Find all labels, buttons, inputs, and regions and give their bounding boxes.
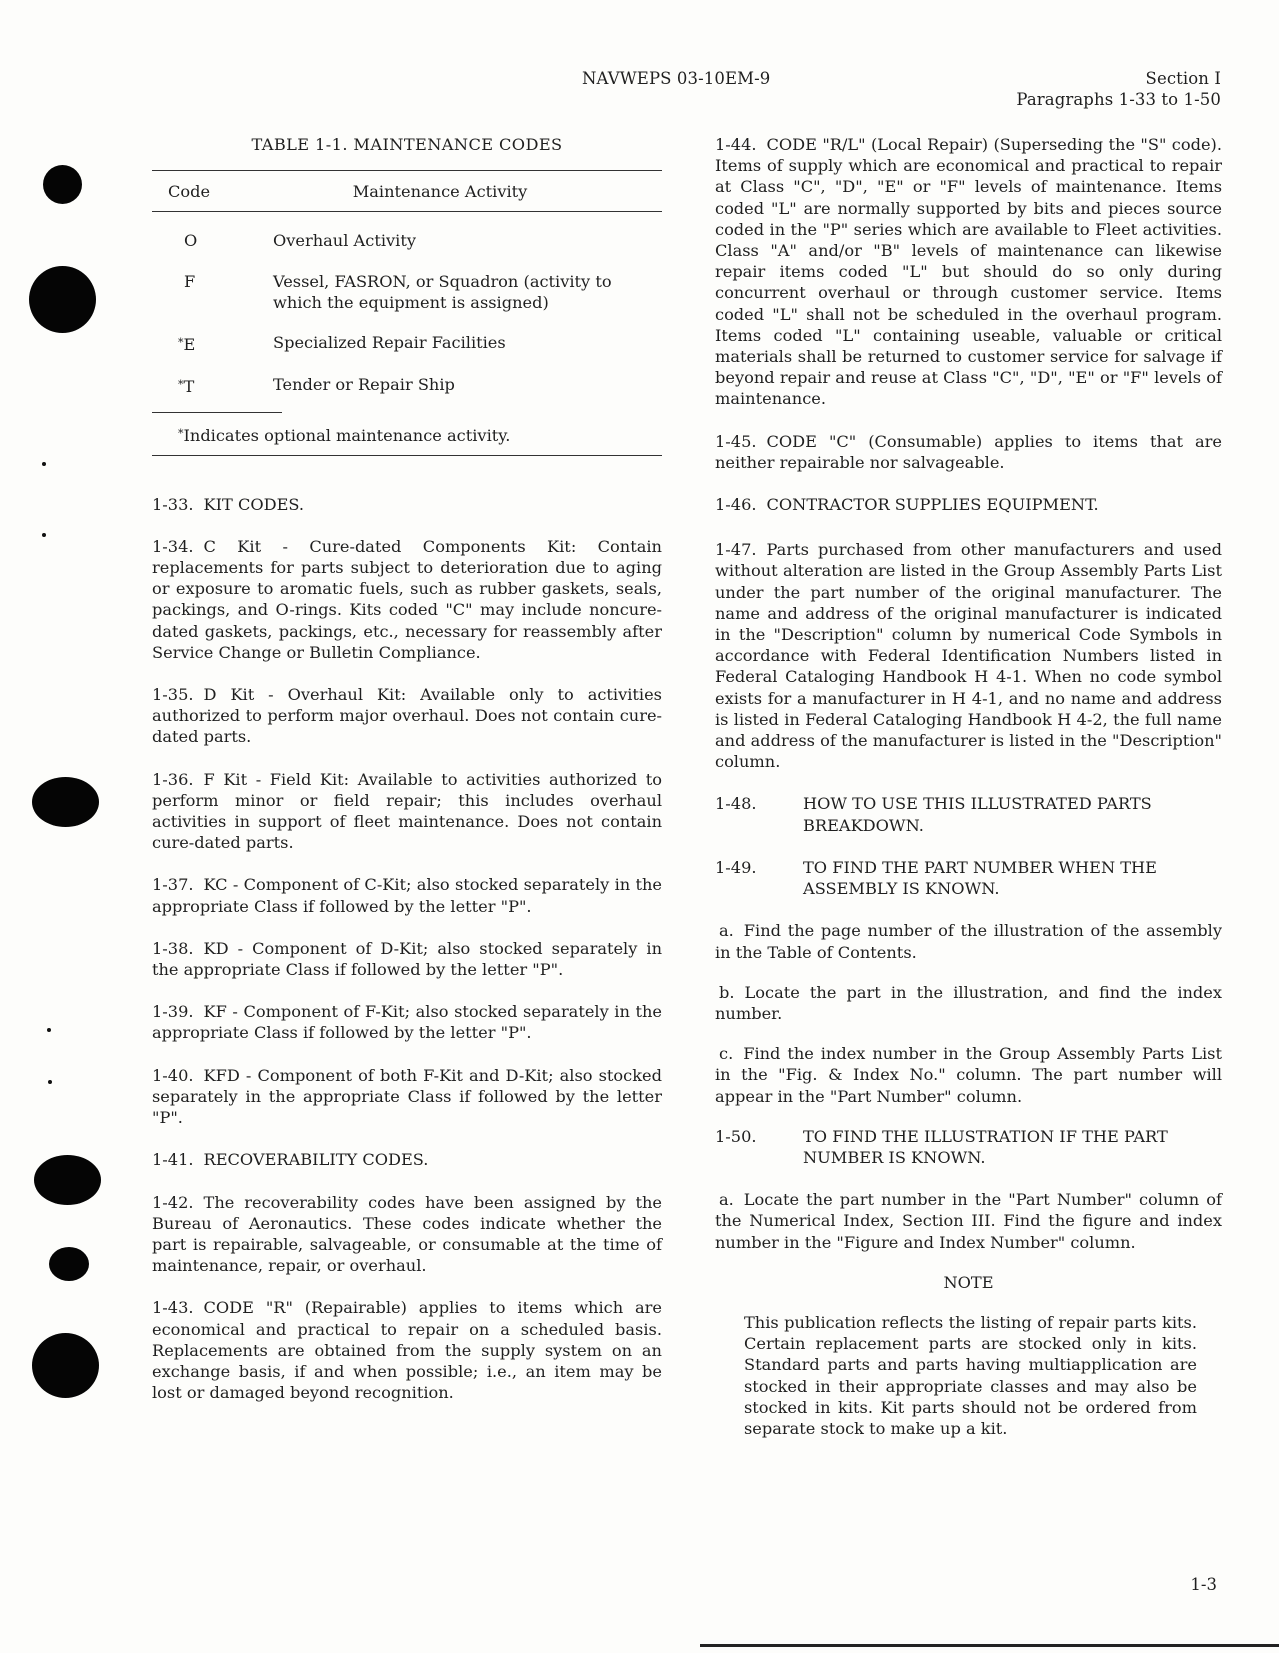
paragraph-number: 1-44. [715,135,757,154]
table-header [152,171,662,211]
binder-hole-icon [49,1247,89,1281]
step-item [715,1043,1222,1107]
paragraph-number: 1-48. [715,794,757,814]
page-bottom-edge [700,1644,1279,1647]
code-value: T [183,377,195,397]
paragraph-1-37 [152,874,662,916]
paragraph-text: KC - Component of C-Kit; also stocked separately in the appropriate Class if followed by the letter "P". [152,875,662,916]
section-heading: RECOVERABILITY CODES. [203,1150,429,1170]
paragraph-1-35 [152,684,662,748]
note-title: NOTE [943,1272,994,1292]
paragraph-1-48 [715,793,1222,835]
paragraph-range: Paragraphs 1-33 to 1-50 [1016,90,1221,109]
step-label: a. [719,921,734,941]
column-header-code: Code [168,182,211,202]
paragraph-number: 1-42. [152,1192,194,1212]
paragraph-1-40 [152,1065,662,1129]
table-row [152,332,662,355]
paragraph-1-34 [152,536,662,663]
step-item [715,1189,1222,1253]
paragraph-1-50 [715,1126,1222,1168]
code-value: F [184,271,196,291]
paragraph-1-46 [715,494,1222,515]
section-heading: TO FIND THE ILLUSTRATION IF THE PART NUMBER IS KNOWN. [803,1126,1168,1167]
paragraph-1-33 [152,494,662,515]
step-label: c. [719,1044,734,1064]
paragraph-number: 1-41. [152,1150,194,1170]
table-row [152,230,662,251]
paragraph-text: CODE "C" (Consumable) applies to items that are neither repairable nor salvageable. [715,431,1222,472]
footnote-marker: * [178,427,184,441]
optional-marker: * [178,336,184,350]
paragraph-text: C Kit - Cure-dated Components Kit: Contain replacements for parts subject to deterioration due to aging or exposure to aromatic fuels, such as rubber gaskets, seals, packings, and O-rings. Kits coded "C" may include noncure-dated gaskets, packings, etc., necessary for reassembly after Service Change or Bulletin Compliance. [152,536,662,662]
table-bottom-rule [152,455,662,456]
table-title: TABLE 1-1. MAINTENANCE CODES [251,135,563,154]
optional-marker: * [178,378,184,392]
activity-cell: Vessel, FASRON, or Squadron (activity to which the equipment is assigned) [273,271,612,312]
right-column [715,134,1222,1439]
binder-hole-icon [43,165,82,204]
section-heading: CONTRACTOR SUPPLIES EQUIPMENT. [766,495,1099,515]
page-number: 1-3 [1190,1575,1217,1594]
punch-dot-icon [42,462,46,466]
code-cell [152,374,273,397]
punch-dot-icon [48,1080,52,1084]
paragraph-number: 1-50. [715,1126,757,1146]
paragraph-1-44 [715,134,1222,410]
activity-cell: Overhaul Activity [273,231,416,251]
note-body: This publication reflects the listing of repair parts kits. Certain replacement parts are stocked only in kits. Standard parts and parts having multiapplication are stocked in their appropriate classes and may also be stocked in kits. Kit parts should not be ordered from separate stock to make up a kit. [744,1312,1197,1438]
paragraph-text: F Kit - Field Kit: Available to activities authorized to perform minor or field repair; this includes overhaul activities in support of fleet maintenance. Does not contain cure-dated parts. [152,769,662,853]
paragraph-number: 1-46. [715,495,757,515]
left-column [152,134,662,1424]
step-label: b. [719,982,735,1002]
footnote-text: Indicates optional maintenance activity. [183,426,511,446]
paragraph-number: 1-33. [152,494,194,514]
section-heading: HOW TO USE THIS ILLUSTRATED PARTS BREAKDOWN. [803,794,1152,835]
paragraph-number: 1-49. [715,857,757,877]
binder-hole-icon [32,1333,99,1398]
section-heading: TO FIND THE PART NUMBER WHEN THE ASSEMBLY IS KNOWN. [803,857,1157,899]
section-label: Section I [1145,69,1221,88]
binder-hole-icon [29,266,96,333]
step-label: a. [719,1190,734,1210]
activity-cell: Tender or Repair Ship [273,375,455,395]
step-text: Locate the part number in the "Part Number" column of the Numerical Index, Section III. Find the figure and index number in the "Figure and Index Number" column. [715,1190,1222,1252]
step-item [715,982,1222,1024]
code-cell [152,230,273,251]
paragraph-1-43 [152,1297,662,1403]
punch-dot-icon [47,1028,51,1032]
paragraph-text: CODE "R" (Repairable) applies to items which are economical and practical to repair on a scheduled basis. Replacements are obtained from the supply system on an exchange basis, if and when possible; i.e., an item may be lost or damaged beyond recognition. [152,1298,662,1403]
table-row [152,374,662,397]
paragraph-number: 1-34. [152,536,194,556]
punch-dot-icon [42,533,46,537]
activity-cell: Specialized Repair Facilities [273,333,506,353]
binder-hole-icon [32,777,99,827]
paragraph-number: 1-40. [152,1065,194,1085]
paragraph-text: KD - Component of D-Kit; also stocked separately in the appropriate Class if followed by the letter "P". [152,938,662,980]
paragraph-number: 1-43. [152,1298,194,1318]
column-header-activity: Maintenance Activity [352,182,528,202]
paragraph-text: D Kit - Overhaul Kit: Available only to activities authorized to perform major overhaul. Does not contain cure-dated parts. [152,685,662,747]
paragraph-text: CODE "R/L" (Local Repair) (Superseding the "S" code). Items of supply which are economical and practical to repair at Class "C", "D", "E" or "F" levels of maintenance. Items coded "L" are normally supported by bits and pieces source coded in the "P" series which are available to Fleet activities. Class "A" and/or "B" levels of maintenance can likewise repair items coded "L" but should do so only during concurrent overhaul or through customer service. Items coded "L" shall not be scheduled in the overhaul program. Items coded "L" containing useable, valuable or critical materials shall be returned to customer service for salvage if beyond repair and reuse at Class "C", "D", "E" or "F" levels of maintenance. [715,135,1222,409]
code-value: E [183,335,196,355]
table-row [152,271,662,313]
paragraph-1-47 [715,539,1222,772]
paragraph-1-49 [715,857,1222,899]
paragraph-1-36 [152,769,662,854]
paragraph-text: KF - Component of F-Kit; also stocked separately in the appropriate Class if followed by the letter "P". [152,1002,662,1043]
paragraph-text: KFD - Component of both F-Kit and D-Kit; also stocked separately in the appropriate Class if followed by the letter "P". [152,1065,662,1128]
table-footnote [152,413,662,454]
section-header [1016,68,1221,110]
binder-hole-icon [34,1155,101,1205]
paragraph-1-42 [152,1192,662,1277]
paragraph-1-41 [152,1149,662,1170]
paragraph-number: 1-35. [152,685,194,705]
paragraph-number: 1-37. [152,875,194,895]
paragraph-number: 1-39. [152,1002,194,1022]
paragraph-1-39 [152,1001,662,1043]
step-text: Find the index number in the Group Assembly Parts List in the "Fig. & Index No." column. The part number will appear in the "Part Number" column. [715,1044,1222,1106]
publication-number: NAVWEPS 03-10EM-9 [582,69,771,88]
section-heading: KIT CODES. [203,494,305,514]
step-text: Locate the part in the illustration, and find the index number. [715,982,1222,1023]
code-cell [152,332,273,355]
code-cell [152,271,273,313]
paragraph-text: Parts purchased from other manufacturers and used without alteration are listed in the Group Assembly Parts List under the part number of the original manufacturer. The name and address of the original manufacturer is indicated in the "Description" column by numerical Code Symbols in accordance with Federal Identification Numbers listed in Federal Cataloging Handbook H 4-1. When no code symbol exists for a manufacturer in H 4-1, and no name and address is listed in Federal Cataloging Handbook H 4-2, the full name and address of the manufacturer is listed in the "Description" column. [715,540,1222,772]
step-text: Find the page number of the illustration of the assembly in the Table of Contents. [715,921,1222,962]
paragraph-1-38 [152,938,662,980]
paragraph-1-45 [715,431,1222,473]
paragraph-number: 1-45. [715,431,757,451]
code-value: O [184,231,198,251]
paragraph-number: 1-36. [152,769,194,789]
paragraph-text: The recoverability codes have been assigned by the Bureau of Aeronautics. These codes indicate whether the part is repairable, salvageable, or consumable at the time of maintenance, repair, or overhaul. [152,1192,662,1276]
paragraph-number: 1-38. [152,938,194,958]
step-item [715,920,1222,962]
paragraph-number: 1-47. [715,540,757,560]
table-body [152,212,662,397]
